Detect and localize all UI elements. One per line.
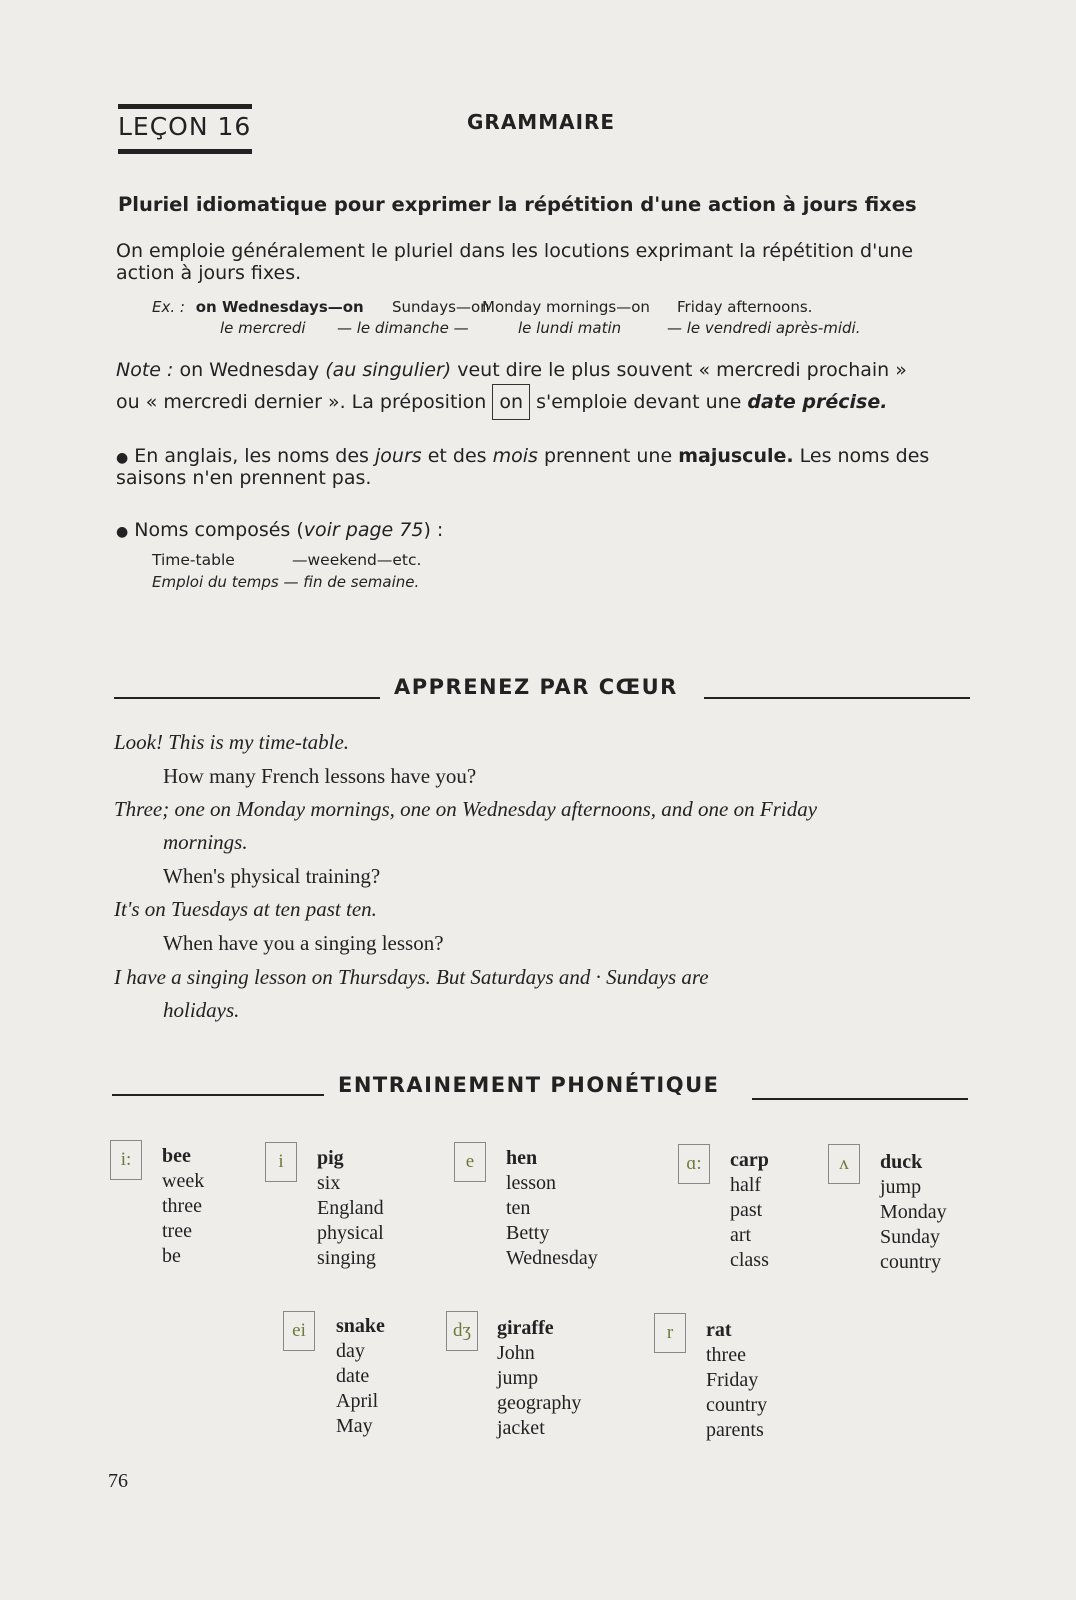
divider-left-2 xyxy=(112,1094,324,1096)
example-1: on Wednesdays—on xyxy=(195,298,364,316)
compound-en-2: —weekend—etc. xyxy=(292,551,422,569)
word: country xyxy=(706,1394,768,1416)
phonetic-symbol: r xyxy=(654,1313,686,1353)
word: jacket xyxy=(497,1417,545,1439)
word: carp xyxy=(730,1149,769,1171)
dialogue-line-3: Three; one on Monday mornings, one on Wednesday afternoons, and one on Friday xyxy=(114,797,818,821)
note-paren: (au singulier) xyxy=(325,359,452,381)
bullet1-c: prennent une xyxy=(543,445,673,467)
word: tree xyxy=(162,1220,192,1242)
phonetic-symbol: ei xyxy=(283,1311,315,1351)
word: be xyxy=(162,1245,181,1267)
bullet1-jours: jours xyxy=(375,445,422,467)
phonetic-word-list xyxy=(880,1150,947,1275)
phonetic-symbol: i xyxy=(265,1142,297,1182)
compound-fr: Emploi du temps — fin de semaine. xyxy=(152,573,420,591)
section-title-learn: APPRENEZ PAR CŒUR xyxy=(394,675,678,699)
word: day xyxy=(336,1340,365,1362)
dialogue-line-7b: holidays. xyxy=(163,998,240,1022)
word: parents xyxy=(706,1419,764,1441)
word: geography xyxy=(497,1392,582,1414)
word: snake xyxy=(336,1315,385,1337)
word: three xyxy=(706,1344,746,1366)
word: half xyxy=(730,1174,762,1196)
word: jump xyxy=(880,1176,922,1198)
dialogue-line-5: It's on Tuesdays at ten past ten. xyxy=(114,897,377,921)
bullet1-majuscule: majuscule. xyxy=(678,445,794,467)
note-line2b: s'emploie devant une xyxy=(536,391,742,413)
word: lesson xyxy=(506,1172,556,1194)
word: Monday xyxy=(880,1201,947,1223)
phonetic-symbol: i: xyxy=(110,1140,142,1180)
translation-3: le lundi matin xyxy=(518,319,622,337)
note-date-precise: date précise. xyxy=(747,391,888,413)
word: class xyxy=(730,1249,769,1271)
bullet1-mois: mois xyxy=(492,445,538,467)
dialogue-line-6: When have you a singing lesson? xyxy=(163,931,444,955)
word: England xyxy=(317,1197,384,1219)
dialogue-line-4: When's physical training? xyxy=(163,864,381,888)
word: giraffe xyxy=(497,1317,554,1339)
phonetic-word-list xyxy=(730,1148,769,1273)
section-title-phonetics: ENTRAINEMENT PHONÉTIQUE xyxy=(338,1073,720,1097)
note-rest: veut dire le plus souvent « mercredi prochain » xyxy=(457,359,907,381)
phonetic-word-list xyxy=(497,1316,581,1441)
translation-2: — le dimanche — xyxy=(337,319,469,337)
bullet-1-line-1: ● En anglais, les noms des jours et des mois prennent une majuscule. Les noms des xyxy=(116,445,930,467)
divider-left xyxy=(114,697,380,699)
grammar-subtitle: Pluriel idiomatique pour exprimer la répétition d'une action à jours fixes xyxy=(118,193,917,216)
compound-en-1: Time-table xyxy=(152,551,235,569)
translation-1: le mercredi xyxy=(220,319,306,337)
translation-4: — le vendredi après-midi. xyxy=(667,319,861,337)
note-word: on Wednesday xyxy=(179,359,320,381)
note-line2a: ou « mercredi dernier ». La préposition xyxy=(116,391,487,413)
word: ten xyxy=(506,1197,531,1219)
example-4: Friday afternoons. xyxy=(677,298,813,316)
phonetic-word-list xyxy=(336,1314,385,1439)
bullet-2: ● Noms composés (voir page 75) : xyxy=(116,519,444,541)
divider-right xyxy=(704,697,970,699)
word: bee xyxy=(162,1145,191,1167)
word: John xyxy=(497,1342,535,1364)
bullet1-a: En anglais, les noms des xyxy=(134,445,369,467)
phonetic-word-list xyxy=(506,1146,598,1271)
dialogue-line-1: Look! This is my time-table. xyxy=(114,730,350,754)
word: country xyxy=(880,1251,942,1273)
divider-right-2 xyxy=(752,1098,968,1100)
note-line-1 xyxy=(116,359,907,382)
phonetic-symbol: ɑ: xyxy=(678,1144,710,1184)
intro-line-1: On emploie généralement le pluriel dans les locutions exprimant la répétition d'une xyxy=(116,240,914,262)
word: art xyxy=(730,1224,752,1246)
word: jump xyxy=(497,1367,539,1389)
intro-line-2: action à jours fixes. xyxy=(116,262,302,284)
bullet-1-line-2: saisons n'en prennent pas. xyxy=(116,467,372,489)
note-label: Note : xyxy=(116,359,174,381)
phonetic-word-list xyxy=(162,1144,204,1269)
word: pig xyxy=(317,1147,344,1169)
phonetic-word-list xyxy=(706,1318,767,1443)
dialogue-line-7: I have a singing lesson on Thursdays. But Saturdays and · Sundays are xyxy=(114,965,709,989)
bullet2-voir: voir page 75 xyxy=(303,519,424,541)
dialogue-line-3b: mornings. xyxy=(163,830,248,854)
word: rat xyxy=(706,1319,732,1341)
example-3: Monday mornings—on xyxy=(482,298,650,316)
word: Wednesday xyxy=(506,1247,598,1269)
examples-row xyxy=(152,298,364,316)
note-line-2 xyxy=(116,384,887,420)
word: date xyxy=(336,1365,370,1387)
word: singing xyxy=(317,1247,376,1269)
word: Betty xyxy=(506,1222,550,1244)
phonetic-symbol: dʒ xyxy=(446,1311,478,1351)
word: past xyxy=(730,1199,763,1221)
phonetic-word-list xyxy=(317,1146,384,1271)
section-title-grammar: GRAMMAIRE xyxy=(467,110,616,134)
word: Friday xyxy=(706,1369,759,1391)
word: six xyxy=(317,1172,341,1194)
word: three xyxy=(162,1195,202,1217)
ex-label: Ex. : xyxy=(152,298,185,316)
phonetic-symbol: e xyxy=(454,1142,486,1182)
example-2: Sundays—on xyxy=(392,298,490,316)
word: week xyxy=(162,1170,205,1192)
word: duck xyxy=(880,1151,923,1173)
bullet1-b: et des xyxy=(427,445,487,467)
word: April xyxy=(336,1390,379,1412)
page-number: 76 xyxy=(108,1470,128,1492)
phonetic-symbol: ʌ xyxy=(828,1144,860,1184)
bullet2-a: Noms composés ( xyxy=(134,519,304,541)
word: May xyxy=(336,1415,373,1437)
word: Sunday xyxy=(880,1226,940,1248)
lesson-label: LEÇON 16 xyxy=(118,104,252,154)
word: hen xyxy=(506,1147,538,1169)
dialogue-line-2: How many French lessons have you? xyxy=(163,764,477,788)
word: physical xyxy=(317,1222,384,1244)
bullet1-d: Les noms des xyxy=(799,445,930,467)
bullet2-b: ) : xyxy=(423,519,444,541)
boxed-preposition: on xyxy=(492,384,530,420)
